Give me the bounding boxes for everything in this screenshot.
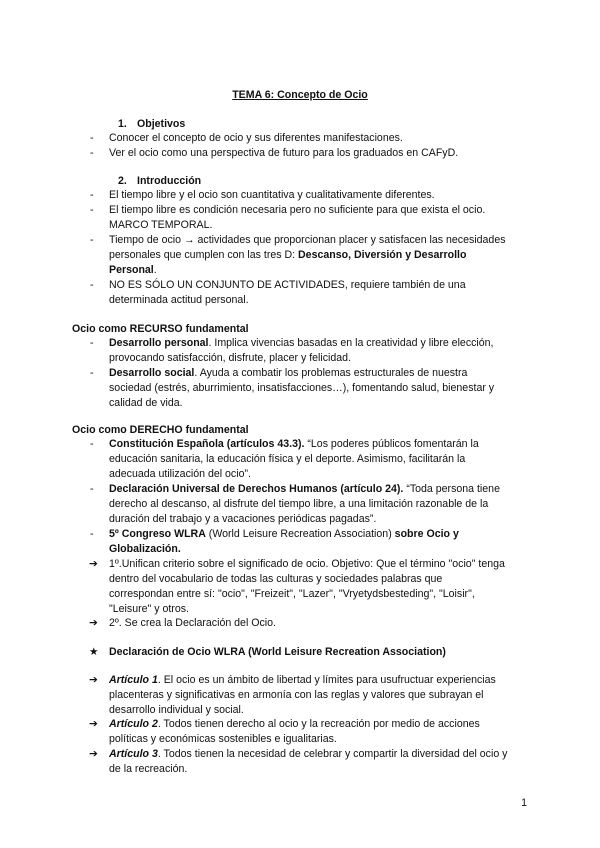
- section-heading-derecho: Ocio como DERECHO fundamental: [72, 424, 249, 436]
- dash-bullet: -: [90, 147, 94, 159]
- document-page: TEMA 6: Concepto de Ocio 1. Objetivos - Conocer el concepto de ocio y sus diferentes manifestaciones. - Ver el ocio como una perspectiva de futuro para los graduados en CAFyD. 2. Introducción - El tiempo libre y el ocio son cuantitativa y cualitativamente diferentes. - El tiempo libre es condición necesaria pero no suficiente para que exista el ocio. MARCO TEMPORAL. - Tiempo de ocio → actividades que proporcionan placer y satisfacen las necesidades personales que cumplen con las tres D: Descanso, Diversión y Desarrollo Personal. - NO ES SÓLO UN CONJUNTO DE ACTIVIDADES, requiere también de una determinada actitud personal. Ocio como RECURSO fundamental - Desarrollo personal. Implica vivencias basadas en la creatividad y libre elección, provocando satisfacción, disfrute, placer y felicidad. - Desarrollo social. Ayuda a combatir los problemas estructurales de nuestra sociedad (estrés, aburrimiento, insatisfacciones…), fomentando salud, bienestar y calidad de vida. Ocio como DERECHO fundamental - Constitución Española (artículos 43.3). “Los poderes públicos fomentarán la educación sanitaria, la educación física y el deporte. Asimismo, facilitarán la adecuada utilización del ocio”. - Declaración Universal de Derechos Humanos (artículo 24). “Toda persona tiene derecho al descanso, al disfrute del tiempo libre, a una limitación razonable de la duración del trabajo y a vacaciones periódicas pagadas”. - 5º Congreso WLRA (World Leisure Recreation Association) sobre Ocio y Globalización. ➔ 1º.Unifican criterio sobre el significado de ocio. Objetivo: Que el término "ocio" tenga dentro del vocabulario de todas las culturas y sociedades palabras que correspondan entre sí: "ocio", "Freizeit", "Lazer", "Vryetydsbesteding", "Loisir", "Leisure" y otros. ➔ 2º. Se crea la Declaración del Ocio. ★ Declaración de Ocio WLRA (World Leisure Recreation Association) ➔ Artículo 1. El ocio es un ámbito de libertad y límites para usufructuar experiencias placenteras y significativas en armonía con las reglas y valores que subrayan el desarrollo individual y social. ➔ Artículo 2. Todos tienen derecho al ocio y la recreación por medio de acciones políticas y económicas sostenibles e igualitarias. ➔ Artículo 3. Todos tienen la necesidad de celebrar y compartir la diversidad del ocio y de la recreación. 1: [0, 0, 600, 848]
- arrow-icon: ➔: [89, 748, 98, 760]
- dash-bullet: -: [90, 483, 94, 495]
- dash-bullet: -: [90, 234, 94, 246]
- arrow-icon: ➔: [89, 674, 98, 686]
- page-number: 1: [521, 797, 527, 809]
- section-heading-objetivos: Objetivos: [137, 118, 186, 130]
- section-heading-recurso: Ocio como RECURSO fundamental: [72, 323, 249, 335]
- dash-bullet: -: [90, 132, 94, 144]
- dash-bullet: -: [90, 189, 94, 201]
- section-heading-declaracion: Declaración de Ocio WLRA (World Leisure Recreation Association): [109, 646, 446, 658]
- arrow-icon: ➔: [89, 558, 98, 570]
- section-number-objetivos: 1.: [118, 118, 127, 130]
- dash-bullet: -: [90, 528, 94, 540]
- dash-bullet: -: [90, 438, 94, 450]
- section-number-introduccion: 2.: [118, 175, 127, 187]
- dash-bullet: -: [90, 337, 94, 349]
- dash-bullet: -: [90, 367, 94, 379]
- arrow-icon: ➔: [89, 718, 98, 730]
- dash-bullet: -: [90, 204, 94, 216]
- arrow-icon: ➔: [89, 617, 98, 629]
- star-icon: ★: [89, 646, 99, 658]
- page-title: TEMA 6: Concepto de Ocio: [232, 89, 368, 101]
- dash-bullet: -: [90, 279, 94, 291]
- section-heading-introduccion: Introducción: [137, 175, 202, 187]
